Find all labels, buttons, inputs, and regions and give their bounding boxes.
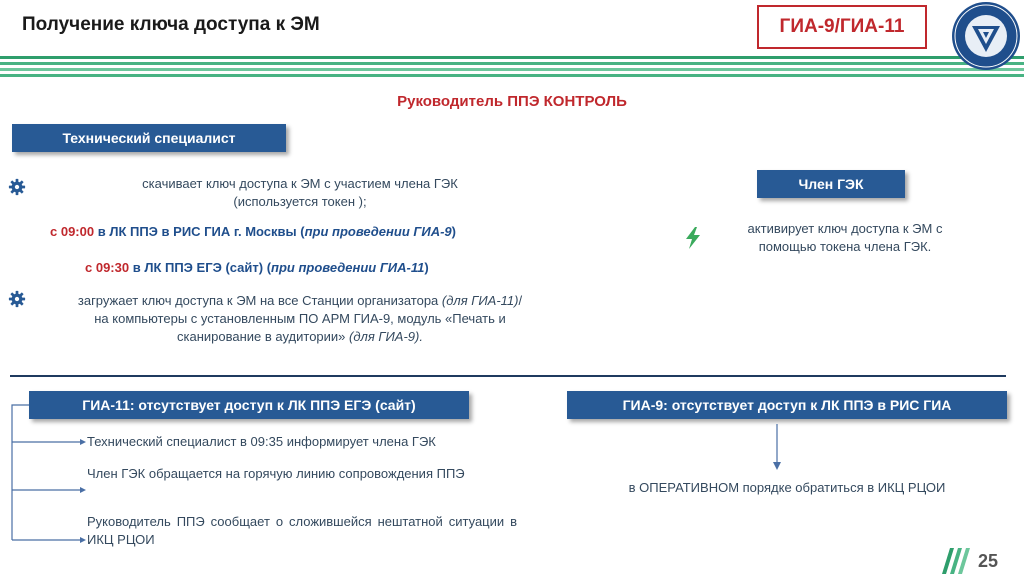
gia11-step-item: Член ГЭК обращается на горячую линию сопровождения ППЭ bbox=[87, 466, 465, 481]
gia11-step-item: Руководитель ППЭ сообщает о сложившейся нештатной ситуации в ИКЦ РЦОИ bbox=[87, 514, 517, 547]
upload-key-text: загружает ключ доступа к ЭМ на все Станции организатора (для ГИА-11)/ на компьютеры с установленным ПО АРМ ГИА-9, модуль «Печать и сканирование в аудитории» (для ГИА-9). bbox=[77, 293, 523, 344]
tech-specialist-box: Технический специалист bbox=[12, 124, 286, 152]
gia9-action-text: в ОПЕРАТИВНОМ порядке обратиться в ИКЦ РЦОИ bbox=[628, 480, 946, 495]
footer-stripes bbox=[930, 548, 1024, 574]
header-stripe bbox=[0, 74, 1024, 77]
gia11-step-item: Технический специалист в 09:35 информирует члена ГЭК bbox=[87, 434, 436, 449]
gear-icon bbox=[8, 178, 26, 196]
slide-title: Получение ключа доступа к ЭМ bbox=[22, 14, 320, 35]
header-stripe bbox=[0, 62, 1024, 65]
header-stripe bbox=[0, 68, 1024, 71]
section-title: Руководитель ППЭ КОНТРОЛЬ bbox=[397, 93, 627, 110]
gia9-down-arrow bbox=[770, 424, 784, 470]
section-divider bbox=[10, 375, 1006, 377]
gia11-bracket-arrows bbox=[0, 395, 90, 550]
quality-center-logo bbox=[940, 0, 1024, 72]
gia11-download-time: с 09:30 в ЛК ППЭ ЕГЭ (сайт) (при проведении ГИА-11) bbox=[85, 260, 429, 275]
gek-activate-text: активирует ключ доступа к ЭМ с помощью токена члена ГЭК. bbox=[747, 221, 943, 254]
exam-badge: ГИА-9/ГИА-11 bbox=[757, 5, 927, 49]
gia9-issue-box: ГИА-9: отсутствует доступ к ЛК ППЭ в РИС ГИА bbox=[567, 391, 1007, 419]
gear-icon bbox=[8, 290, 26, 308]
gia11-issue-box: ГИА-11: отсутствует доступ к ЛК ППЭ ЕГЭ (сайт) bbox=[29, 391, 469, 419]
page-number: 25 bbox=[978, 551, 999, 571]
gia9-download-time: с 09:00 в ЛК ППЭ в РИС ГИА г. Москвы (при проведении ГИА-9) bbox=[50, 224, 456, 239]
gek-member-box: Член ГЭК bbox=[757, 170, 905, 198]
download-key-text: скачивает ключ доступа к ЭМ с участием члена ГЭК (используется токен ); bbox=[142, 176, 458, 209]
header-stripe bbox=[0, 56, 1024, 59]
